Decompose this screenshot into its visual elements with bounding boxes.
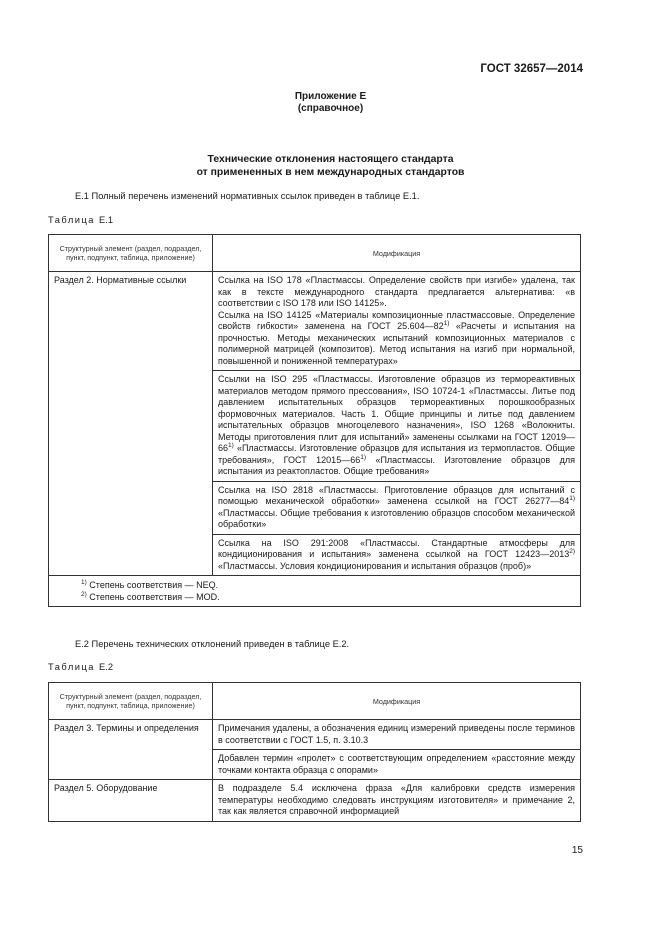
document-code: ГОСТ 32657—2014 bbox=[480, 63, 583, 75]
appendix-heading bbox=[0, 91, 661, 115]
table-e2-header-left: Структурный элемент (раздел, подраздел, пункт, подпункт, таблица, приложение) bbox=[49, 683, 213, 720]
table-e2-caption bbox=[48, 662, 113, 672]
footnote-text: Степень соответствия — MOD. bbox=[89, 592, 220, 602]
footnote-text: Степень соответствия — NEQ. bbox=[89, 580, 219, 590]
page-number: 15 bbox=[571, 845, 583, 856]
mod-text: «Пластмассы. Условия кондиционирования и испытания образцов (проб)» bbox=[218, 560, 532, 571]
footnote-1 bbox=[81, 579, 575, 591]
table-e1-caption-word: Таблица bbox=[48, 215, 95, 225]
table-e2-caption-number: Е.2 bbox=[99, 662, 114, 672]
table-e1-mod-cell-1 bbox=[213, 272, 581, 371]
table-e1-header-left: Структурный элемент (раздел, подраздел, пункт, подпункт, таблица, приложение) bbox=[49, 235, 213, 272]
table-e1-mod-cell-3 bbox=[213, 481, 581, 534]
table-e2-header-row bbox=[49, 683, 581, 720]
appendix-subtitle: (справочное) bbox=[297, 103, 364, 114]
mod-text: Ссылка на ISO 291:2008 «Пластмассы. Стандартные атмосферы для кондиционирования и испытания» заменена ссылкой на ГОСТ 12423—2013 bbox=[218, 537, 575, 559]
table-row bbox=[49, 720, 581, 750]
appendix-title: Приложение Е bbox=[294, 91, 367, 102]
table-row bbox=[49, 780, 581, 822]
table-e1-header-right: Модификация bbox=[213, 235, 581, 272]
table-e1-footnotes bbox=[49, 576, 581, 607]
footnote-marker: 1) bbox=[228, 442, 234, 449]
paragraph-e2: Е.2 Перечень технических отклонений приведен в таблице Е.2. bbox=[75, 639, 350, 649]
mod-text: Ссылки на ISO 295 «Пластмассы. Изготовление образцов из термореактивных материалов методом прямого прессования», ISO 10724-1 «Пластмассы. Литье под давлением испытательных образцов термореактивных порошкообразных формовочных материалов. Часть 1. Общие принципы и литье под давлением испытательных образцов многоцелевого назначения», ISO 1268 «Волокниты. Методы приготовления плит для испытаний» заменены ссылками на ГОСТ 12019—66 bbox=[218, 374, 575, 453]
table-e2-mod-cell-2: Добавлен термин «пролет» с соответствующим определением «расстояние между точками контакта образца с опорами» bbox=[213, 750, 581, 780]
table-e2-mod-cell-1: Примечания удалены, а обозначения единиц измерений приведены после терминов в соответствии с ГОСТ 1.5, п. 3.10.3 bbox=[213, 720, 581, 750]
mod-text: Ссылка на ISO 178 «Пластмассы. Определение свойств при изгибе» удалена, так как в тексте международного стандарта предлагается альтернатива: «в соответствии с ISO 178 или ISO 14125». bbox=[218, 275, 575, 308]
table-e2-section-cell: Раздел 3. Термины и определения bbox=[49, 720, 213, 780]
footnote-marker: 1) bbox=[81, 579, 87, 586]
mod-text: «Пластмассы. Изготовление образцов для испытания из термопластов. Общие требования», ГОСТ 12015—66 bbox=[218, 443, 575, 465]
table-e1 bbox=[48, 234, 581, 607]
table-e2-header-right: Модификация bbox=[213, 683, 581, 720]
table-e1-section-cell: Раздел 2. Нормативные ссылки bbox=[49, 272, 213, 576]
mod-text: Ссылка на ISO 2818 «Пластмассы. Приготовление образцов для испытаний с помощью механической обработки» заменена ссылкой на ГОСТ 26277—84 bbox=[218, 484, 575, 506]
table-e1-caption-number: Е.1 bbox=[99, 215, 114, 225]
footnote-2 bbox=[81, 591, 575, 603]
mod-text: «Пластмассы. Изготовление образцов для испытания из реактопластов. Общие требования» bbox=[218, 454, 575, 476]
table-e1-header-row bbox=[49, 235, 581, 272]
section-title-line-2: от примененных в нем международных стандартов bbox=[196, 166, 465, 178]
section-title bbox=[0, 154, 661, 179]
footnote-marker: 2) bbox=[81, 591, 87, 598]
table-e1-mod-cell-2 bbox=[213, 371, 581, 482]
mod-text: Ссылка на ISO 14125 «Материалы композиционные пластмассовые. Определение свойств гибкости» заменена на ГОСТ 25.604—82 bbox=[218, 309, 575, 331]
footnote-marker: 2) bbox=[569, 548, 575, 555]
table-e2-section-cell: Раздел 5. Оборудование bbox=[49, 780, 213, 822]
footnote-marker: 1) bbox=[569, 495, 575, 502]
section-title-line-1: Технические отклонения настоящего стандарта bbox=[207, 154, 454, 165]
footnote-marker: 1) bbox=[443, 320, 450, 327]
mod-text: «Пластмассы. Общие требования к изготовлению образцов способом механической обработки» bbox=[218, 507, 575, 529]
table-e2-mod-cell-3: В подразделе 5.4 исключена фраза «Для калибровки средств измерения температуры необходимо следовать инструкциям изготовителя» и примечание 2, так как является справочной информацией bbox=[213, 780, 581, 822]
table-e1-caption bbox=[48, 215, 113, 225]
footnote-marker: 1) bbox=[360, 453, 366, 461]
table-e2 bbox=[48, 682, 581, 822]
table-e1-mod-cell-4 bbox=[213, 534, 581, 576]
paragraph-e1: Е.1 Полный перечень изменений нормативных ссылок приведен в таблице Е.1. bbox=[75, 191, 420, 201]
table-row bbox=[49, 272, 581, 371]
table-e1-footnote-row bbox=[49, 576, 581, 607]
table-e2-caption-word: Таблица bbox=[48, 662, 95, 672]
mod-text: «Расчеты и испытания на прочностью. Методы механических испытаний композиционных материалов с полимерной матрицей (композитов). Метод испытания на изгиб при нормальной, повышенной и пониженной температурах» bbox=[218, 321, 575, 366]
